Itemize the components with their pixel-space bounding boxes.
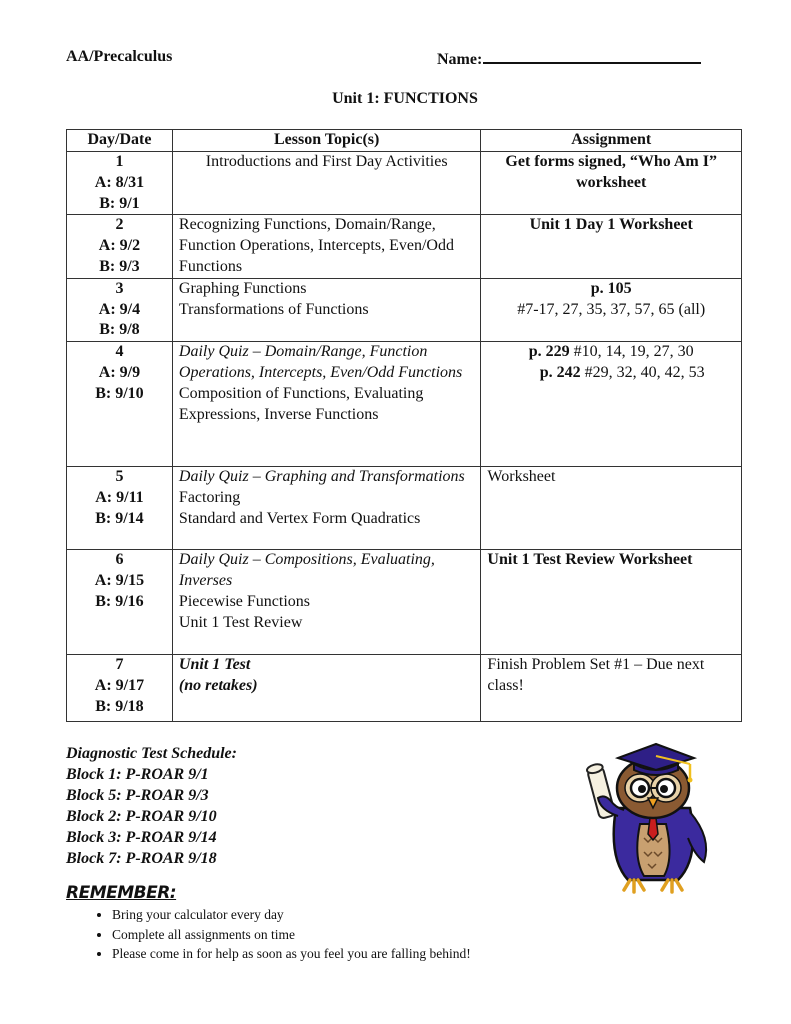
assignment-line: [487, 363, 735, 384]
b-date: B: 9/18: [95, 697, 144, 715]
topic-text: Graphing Functions: [178, 279, 307, 297]
topic-cell: [172, 467, 481, 550]
assignment-cell: [481, 278, 742, 341]
list-item: • Please come in for help as soon as you feel you are falling behind!: [112, 944, 471, 964]
b-date: B: 9/3: [99, 257, 140, 275]
a-date: A: 9/2: [98, 237, 141, 255]
assignment-text: Worksheet: [487, 468, 556, 486]
a-date: A: 9/15: [94, 571, 145, 589]
assignment-page: p. 242: [539, 363, 581, 381]
test-title: Unit 1 Test: [178, 656, 251, 674]
header-assignment: Assignment: [481, 130, 742, 152]
assignment-problems: #29, 32, 40, 42, 53: [580, 363, 705, 381]
course-title: AA/Precalculus: [66, 48, 173, 65]
table-row: [67, 278, 742, 341]
assignment-text: Unit 1 Test Review Worksheet: [487, 551, 693, 569]
topic-text: Unit 1 Test Review: [178, 613, 303, 631]
a-date: A: 9/4: [98, 300, 141, 318]
day-number: 4: [115, 343, 124, 361]
topic-cell: [172, 655, 481, 722]
day-cell: [67, 278, 173, 341]
diagnostic-line: Block 3: P-ROAR 9/14: [66, 829, 217, 846]
remember-list: [66, 905, 471, 964]
name-field: [437, 48, 701, 69]
day-number: 5: [115, 468, 124, 486]
topic-text: Factoring: [178, 488, 241, 506]
graduate-owl-icon: [578, 738, 728, 898]
topic-text: Standard and Vertex Form Quadratics: [178, 509, 421, 527]
table-row: [67, 342, 742, 467]
table-row: [67, 152, 742, 215]
schedule-table: [66, 129, 742, 722]
day-cell: [67, 152, 173, 215]
diagnostic-line: Block 5: P-ROAR 9/3: [66, 787, 209, 804]
table-row: [67, 655, 742, 722]
topic-text: Transformations of Functions: [178, 300, 369, 318]
a-date: A: 9/17: [94, 676, 145, 694]
assignment-cell: [481, 215, 742, 278]
list-item: • Complete all assignments on time: [112, 925, 471, 945]
assignment-text: Get forms signed, “Who Am I” worksheet: [505, 153, 717, 191]
table-row: [67, 467, 742, 550]
assignment-text: Unit 1 Day 1 Worksheet: [529, 216, 693, 234]
topic-cell: [172, 215, 481, 278]
day-number: 2: [115, 216, 124, 234]
a-date: A: 8/31: [94, 173, 145, 191]
day-number: 7: [115, 656, 124, 674]
diagnostic-line: Block 2: P-ROAR 9/10: [66, 808, 217, 825]
assignment-text: Finish Problem Set #1 – Due next class!: [487, 656, 705, 694]
name-blank-line: [483, 48, 701, 64]
diagnostic-title: Diagnostic Test Schedule:: [66, 745, 237, 762]
assignment-cell: [481, 467, 742, 550]
topic-cell: [172, 152, 481, 215]
assignment-page: p. 105: [590, 279, 632, 297]
assignment-line: [487, 342, 735, 363]
quiz-text: Daily Quiz – Compositions, Evaluating, Inverses: [178, 551, 435, 589]
test-note: (no retakes): [178, 676, 258, 694]
topic-text: Recognizing Functions, Domain/Range, Function Operations, Intercepts, Even/Odd Functions: [178, 216, 454, 275]
diagnostic-line: Block 7: P-ROAR 9/18: [66, 850, 217, 867]
assignment-problems: #10, 14, 19, 27, 30: [569, 343, 694, 361]
day-cell: [67, 342, 173, 467]
topic-text: Composition of Functions, Evaluating Expressions, Inverse Functions: [178, 384, 424, 423]
assignment-page: p. 229: [528, 343, 570, 361]
header-lesson-topics: Lesson Topic(s): [172, 130, 481, 152]
day-cell: [67, 467, 173, 550]
a-date: A: 9/11: [95, 488, 144, 506]
day-number: 3: [115, 279, 124, 297]
b-date: B: 9/10: [95, 384, 144, 402]
b-date: B: 9/16: [95, 592, 144, 610]
quiz-text: Daily Quiz – Graphing and Transformations: [178, 468, 465, 486]
unit-title: Unit 1: FUNCTIONS: [332, 90, 478, 107]
a-date: A: 9/9: [98, 363, 141, 381]
b-date: B: 9/1: [99, 194, 140, 212]
list-item: • Bring your calculator every day: [112, 905, 471, 925]
diagnostic-schedule: [66, 743, 237, 869]
assignment-cell: [481, 550, 742, 655]
quiz-text: Daily Quiz – Domain/Range, Function Operations, Intercepts, Even/Odd Functions: [178, 343, 463, 381]
diagnostic-line: Block 1: P-ROAR 9/1: [66, 766, 209, 783]
topic-cell: [172, 278, 481, 341]
day-number: 6: [115, 551, 124, 569]
day-cell: [67, 550, 173, 655]
day-cell: [67, 215, 173, 278]
table-row: [67, 550, 742, 655]
assignment-cell: [481, 655, 742, 722]
name-label: Name:: [437, 51, 483, 68]
b-date: B: 9/14: [95, 509, 144, 527]
assignment-cell: [481, 152, 742, 215]
topic-text: Introductions and First Day Activities: [205, 153, 448, 170]
remember-title: REMEMBER:: [66, 883, 177, 903]
table-row: [67, 215, 742, 278]
day-cell: [67, 655, 173, 722]
assignment-cell: [481, 342, 742, 467]
header-day-date: Day/Date: [67, 130, 173, 152]
topic-cell: [172, 342, 481, 467]
table-header-row: [67, 130, 742, 152]
day-number: 1: [115, 153, 124, 170]
b-date: B: 9/8: [99, 321, 140, 339]
topic-cell: [172, 550, 481, 655]
assignment-problems: #7-17, 27, 35, 37, 57, 65 (all): [517, 300, 706, 318]
topic-text: Piecewise Functions: [178, 592, 311, 610]
